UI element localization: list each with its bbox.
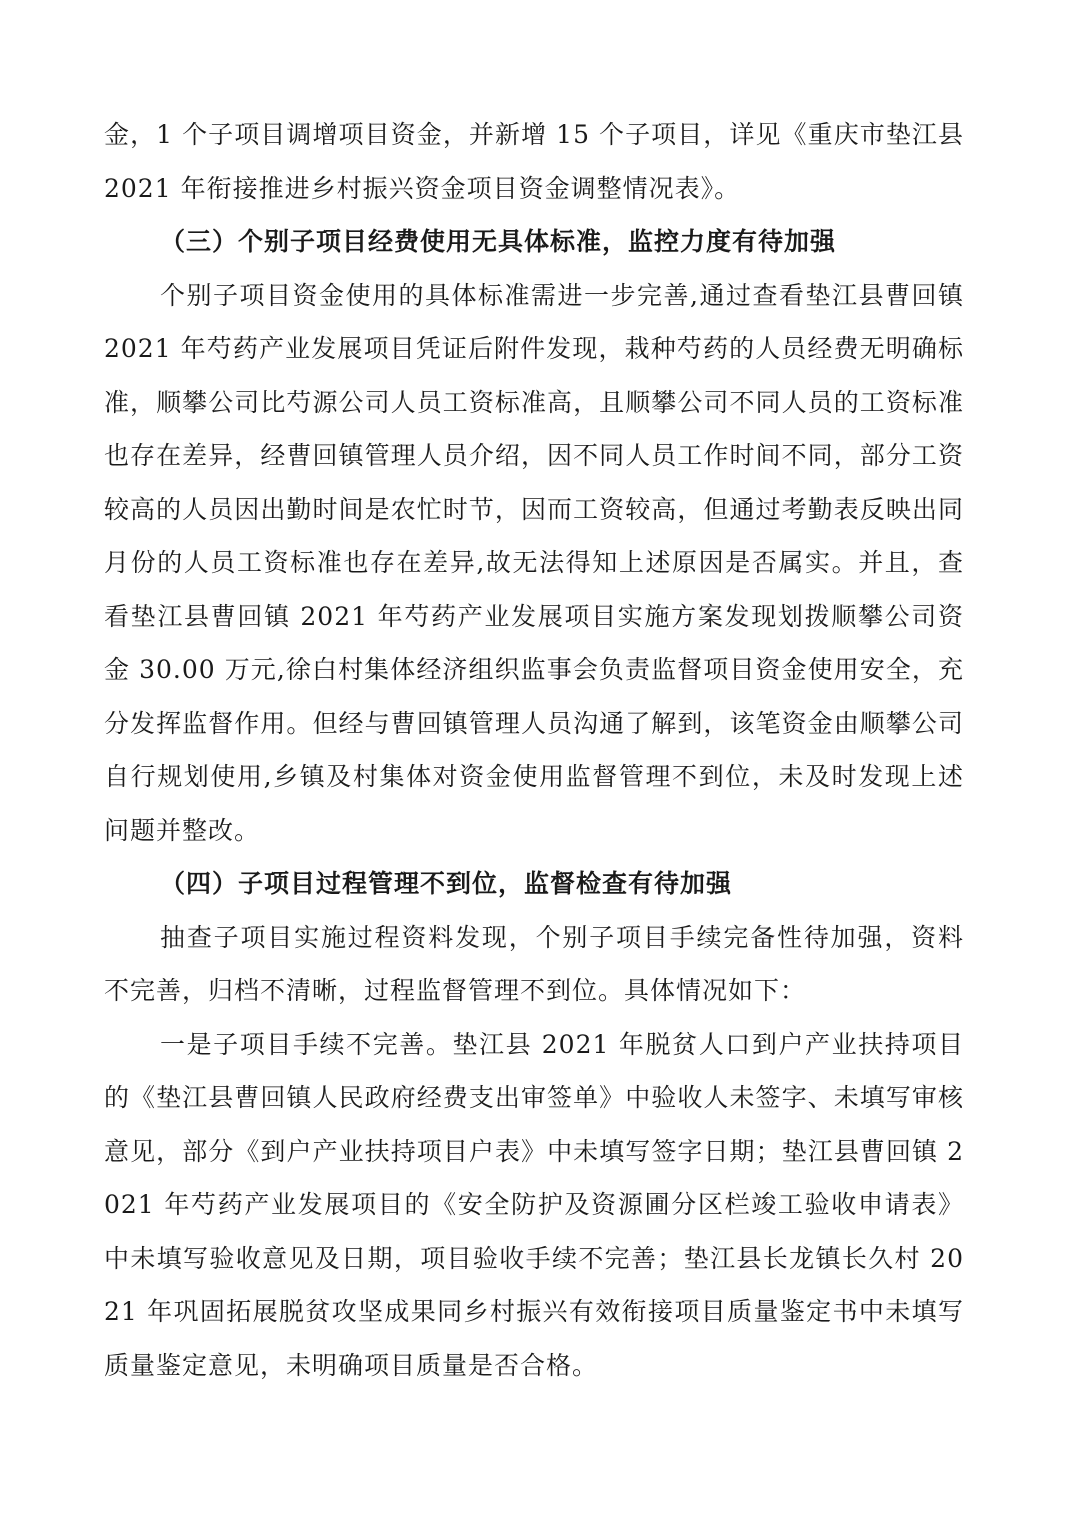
section-heading-3: （三）个别子项目经费使用无具体标准，监控力度有待加强	[160, 227, 837, 256]
paragraph-procedures: 一是子项目手续不完善。垫江县 2021 年脱贫人口到户产业扶持项目的《垫江县曹回镇人民政府经费支出审签单》中验收人未签字、未填写审核意见，部分《到户产业扶持项目户表》中未填写签字日期；垫江县曹回镇 2021 年芍药产业发展项目的《安全防护及资源圃分区栏竣工验收申请表》中未填写验收意见及日期，项目验收手续不完善；垫江县长龙镇长久村 2021 年巩固拓展脱贫攻坚成果同乡村振兴有效衔接项目质量鉴定书中未填写质量鉴定意见，未明确项目质量是否合格。	[104, 1029, 964, 1380]
document-body	[104, 108, 964, 1392]
paragraph-standards: 个别子项目资金使用的具体标准需进一步完善,通过查看垫江县曹回镇 2021 年芍药产业发展项目凭证后附件发现，栽种芍药的人员经费无明确标准，顺攀公司比芍源公司人员工资标准高，且顺攀公司不同人员的工资标准也存在差异，经曹回镇管理人员介绍，因不同人员工作时间不同，部分工资较高的人员因出勤时间是农忙时节，因而工资较高，但通过考勤表反映出同月份的人员工资标准也存在差异,故无法得知上述原因是否属实。并且，查看垫江县曹回镇 2021 年芍药产业发展项目实施方案发现划拨顺攀公司资金 30.00 万元,徐白村集体经济组织监事会负责监督项目资金使用安全，充分发挥监督作用。但经与曹回镇管理人员沟通了解到，该笔资金由顺攀公司自行规划使用,乡镇及村集体对资金使用监督管理不到位，未及时发现上述问题并整改。	[104, 280, 964, 845]
section-heading-4: （四）子项目过程管理不到位，监督检查有待加强	[160, 869, 733, 898]
paragraph-process-review: 抽查子项目实施过程资料发现，个别子项目手续完备性待加强，资料不完善，归档不清晰，过程监督管理不到位。具体情况如下：	[104, 922, 964, 1005]
paragraph-continuation: 金，1 个子项目调增项目资金，并新增 15 个子项目，详见《重庆市垫江县 2021 年衔接推进乡村振兴资金项目资金调整情况表》。	[104, 120, 964, 203]
